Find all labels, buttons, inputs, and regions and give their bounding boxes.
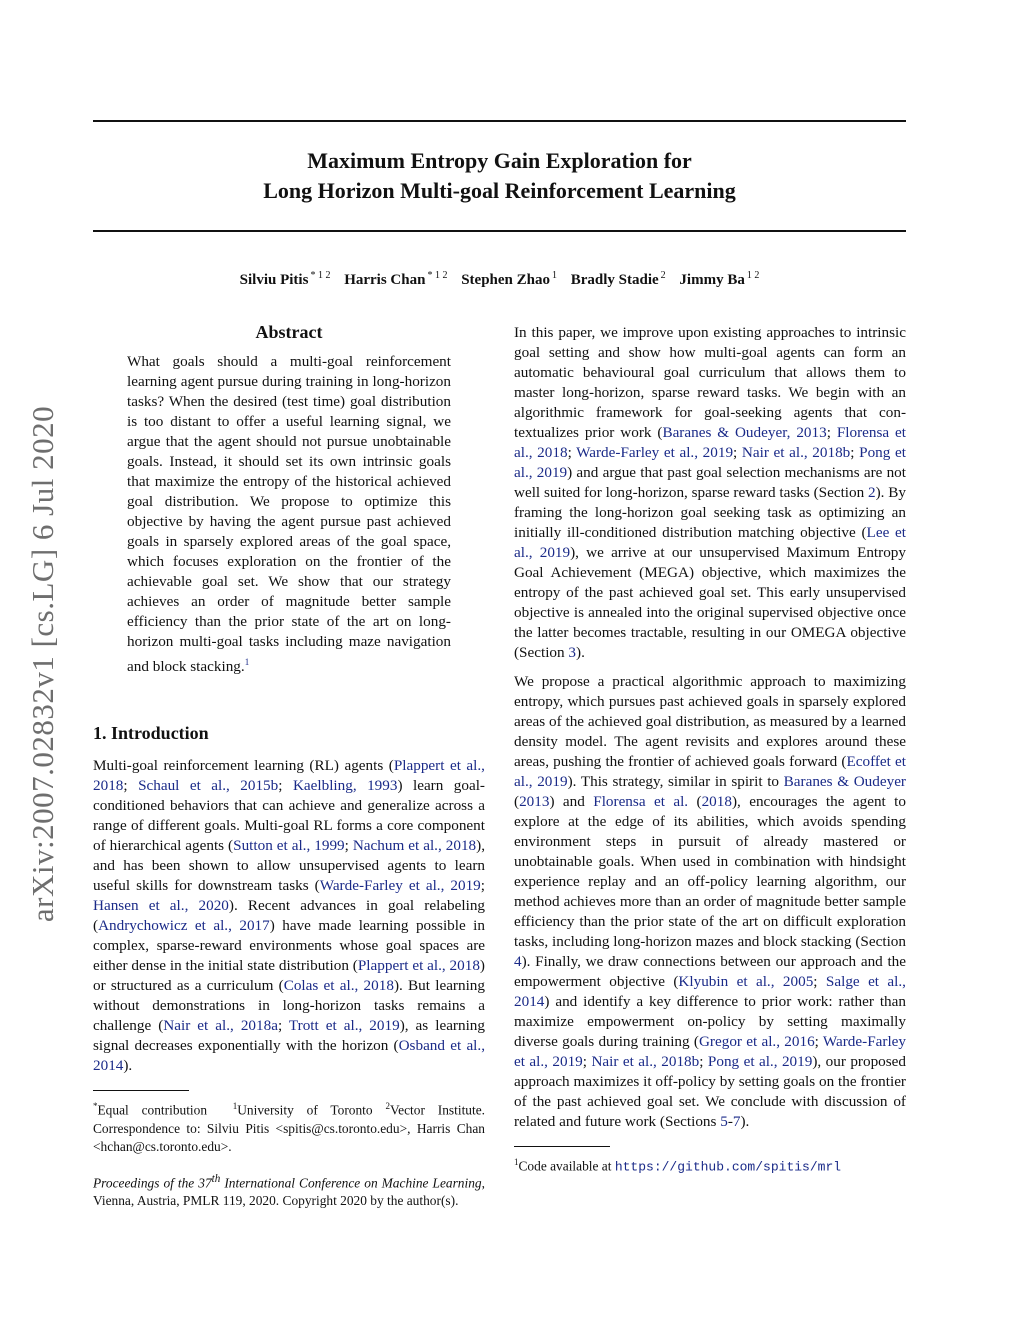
proceedings-notice: Proceedings of the 37th International Conference on Machine Learning, Vienna, Austria, PMLR 119, 2020. Copyright 2020 by the author(s). bbox=[93, 1172, 485, 1208]
citation-link[interactable]: Florensa et al., 2018 bbox=[514, 424, 907, 461]
paragraph-text: ), our proposed approach maximizes it off-policy by setting goals on the frontier of the past achieved goal set. We conclude with discussion of related and future work (Sections bbox=[514, 1053, 906, 1130]
paragraph-text: - bbox=[727, 1113, 733, 1130]
author: Silviu Pitis $^{* 1 2}$ bbox=[239, 270, 331, 288]
right-column bbox=[514, 323, 906, 1176]
body-paragraph bbox=[514, 323, 906, 663]
paragraph-text: ) and identify a key difference to prior work: rather than maximize empowerment on-policy by setting maximally diverse goals during training ( bbox=[514, 993, 906, 1050]
code-link[interactable]: https://github.com/spitis/mrl bbox=[614, 1159, 842, 1175]
citation-link[interactable]: Kaelbling, 1993 bbox=[292, 777, 398, 795]
author: Harris Chan $^{* 1 2}$ bbox=[344, 270, 448, 288]
paragraph-text: ), and has been shown to allow unsupervised agents to learn useful skills for downstream tasks ( bbox=[93, 837, 485, 895]
paragraph-text: ; bbox=[582, 1053, 592, 1070]
citation-link[interactable]: Baranes & Oudeyer bbox=[783, 773, 906, 790]
paragraph-text: ) and argue that past goal selection mechanisms are not well suited for long-horizon, sparse reward tasks (Section bbox=[514, 464, 906, 501]
citation-link[interactable]: Plappert et al., 2018 bbox=[357, 957, 480, 975]
top-rule bbox=[93, 120, 906, 122]
citation-link[interactable]: Hansen et al., 2020 bbox=[93, 897, 229, 915]
citation-link[interactable]: Nair et al., 2018a bbox=[163, 1017, 278, 1035]
paragraph-text: ) learn goal-conditioned behaviors that can achieve and generalize across a range of different goals. Multi-goal RL forms a core component of hierarchical agents ( bbox=[93, 777, 485, 855]
footnote-rule bbox=[93, 1090, 189, 1091]
citation-link[interactable]: Warde-Farley et al., 2019 bbox=[514, 1033, 906, 1070]
affiliation-footnote: *Equal contribution $^1$University of Toronto $^2$Vector Institute. Correspondence to: Silviu Pitis <spitis@cs.toronto.edu>, Harris Chan <hchan@cs.toronto.edu>. bbox=[93, 1101, 485, 1154]
paragraph-text: ; bbox=[813, 973, 826, 990]
citation-link[interactable]: 2013 bbox=[519, 793, 550, 810]
paragraph-text: ( bbox=[514, 793, 520, 810]
paragraph-text: ; bbox=[850, 444, 860, 461]
paragraph-text: ) or structured as a curriculum ( bbox=[93, 957, 485, 995]
citation-link[interactable]: Osband et al., 2014 bbox=[93, 1037, 485, 1075]
citation-link[interactable]: Nachum et al., 2018 bbox=[352, 837, 477, 855]
citation-link[interactable]: 3 bbox=[568, 644, 577, 661]
citation-link[interactable]: Pong et al., 2019 bbox=[514, 444, 906, 481]
citation-link[interactable]: Lee et al., 2019 bbox=[514, 524, 906, 561]
author: Bradly Stadie $^2$ bbox=[570, 270, 666, 288]
citation-link[interactable]: 2 bbox=[868, 484, 876, 501]
citation-link[interactable]: Klyubin et al., 2005 bbox=[678, 973, 814, 990]
left-column bbox=[93, 320, 485, 1210]
paragraph-text: ), as learning signal decreases exponentially with the horizon ( bbox=[93, 1017, 485, 1055]
paragraph-text: ). bbox=[740, 1113, 750, 1130]
citation-link[interactable]: 7 bbox=[732, 1113, 741, 1130]
paragraph-text: ; bbox=[123, 777, 139, 795]
section-heading-introduction: 1. Introduction bbox=[93, 723, 209, 744]
paragraph-text: ). By framing the long-horizon goal seeking task as optimizing an initially ill-conditioned distribution matching objective ( bbox=[514, 484, 907, 541]
paragraph-text: ; bbox=[567, 444, 577, 461]
code-footnote: $^1$Code available at https://github.com/spitis/mrl bbox=[514, 1157, 842, 1175]
arxiv-identifier: arXiv:2007.02832v1 [cs.LG] 6 Jul 2020 bbox=[25, 405, 60, 923]
abstract-text: What goals should a multi-goal reinforcement learning agent pursue during training in long-horizon tasks? When the desired (test time) goal distribution is too distant to offer a useful learning signal, we argue that the agent should not pursue unobtainable goals. Instead, it should set its own intrinsic goals that maximize the entropy of the historical achieved goal distribution. We propose to optimize this objective by having the agent pursue past achieved goals in sparsely explored areas of the goal space, which focuses exploration on the frontier of the achievable goal set. We show that our strategy achieves an order of magnitude better sample efficiency than the prior state of the art on long-horizon multi-goal tasks including maze navigation and block stacking.$^1$ bbox=[127, 353, 451, 676]
citation-link[interactable]: Ecoffet et al., 2019 bbox=[514, 753, 907, 790]
author: Jimmy Ba $^{1 2}$ bbox=[679, 270, 760, 288]
citation-link[interactable]: Nair et al., 2018b bbox=[741, 444, 851, 461]
author: Stephen Zhao $^1$ bbox=[461, 270, 557, 288]
citation-link[interactable]: 2018 bbox=[701, 793, 732, 810]
paragraph-text: ). Recent advances in goal relabeling ( bbox=[93, 897, 486, 935]
citation-link[interactable]: Baranes & Oudeyer, 2013 bbox=[662, 424, 827, 441]
citation-link[interactable]: Andrychowicz et al., 2017 bbox=[98, 917, 270, 935]
paragraph-text: ) and bbox=[549, 793, 594, 810]
citation-link[interactable]: Colas et al., 2018 bbox=[283, 977, 394, 995]
body-paragraph bbox=[514, 672, 906, 1132]
paragraph-text: ; bbox=[733, 444, 742, 461]
paragraph-text: We propose a practical algorithmic approach to maximizing entropy, which pursues past achieved goals in sparsely explored areas of the achieved goal distribution, as measured by a learned density model. The agent revisits and explores around these areas, pushing the frontier of achieved goals forward ( bbox=[514, 673, 906, 770]
citation-link[interactable]: Trott et al., 2019 bbox=[288, 1017, 400, 1035]
bottom-rule bbox=[93, 230, 906, 232]
paper-title-line-2: Long Horizon Multi-goal Reinforcement Learning bbox=[263, 178, 736, 203]
citation-link[interactable]: Gregor et al., 2016 bbox=[698, 1033, 815, 1050]
paragraph-text: ( bbox=[688, 793, 702, 810]
paragraph-text: ; bbox=[344, 837, 353, 855]
paragraph-text: ; bbox=[699, 1053, 708, 1070]
paragraph-text: ). But learning without demonstrations in long-horizon tasks remains a challenge ( bbox=[93, 977, 485, 1035]
paragraph-text: In this paper, we improve upon existing approaches to intrinsic goal setting and show how multi-goal agents can form an automatic behavioural goal curriculum that allows them to master long-horizon, sparse reward tasks. We begin with an algorithmic framework for goal-seeking agents that contextualizes prior work ( bbox=[514, 324, 906, 441]
paragraph-text: ). bbox=[576, 644, 585, 661]
citation-link[interactable]: Nair et al., 2018b bbox=[591, 1053, 700, 1070]
citation-link[interactable]: 4 bbox=[514, 953, 522, 970]
paragraph-text: ). bbox=[123, 1057, 133, 1075]
paragraph-text: ; bbox=[814, 1033, 823, 1050]
citation-link[interactable]: 5 bbox=[720, 1113, 728, 1130]
citation-link[interactable]: Sutton et al., 1999 bbox=[233, 837, 345, 855]
citation-link[interactable]: Salge et al., 2014 bbox=[514, 973, 906, 1010]
paragraph-text: ) have made learning possible in complex, sparse-reward environments whose goal spaces are either dense in the initial state distribution ( bbox=[93, 917, 485, 975]
paragraph-text: ), encourages the agent to explore at the edge of its abilities, which avoids spending environment steps in pursuit of already mastered or unobtainable goals. When used in combination with hindsight experience replay and an off-policy learning algorithm, our method achieves more than an order of magnitude better sample efficiency than the prior state of the art on difficult exploration tasks, including long-horizon mazes and block stacking (Section bbox=[514, 793, 906, 950]
citation-link[interactable]: Schaul et al., 2015b bbox=[138, 777, 279, 795]
paper-title-line-1: Maximum Entropy Gain Exploration for bbox=[307, 148, 692, 173]
author-list bbox=[93, 266, 906, 290]
paragraph-text: ; bbox=[278, 777, 293, 795]
footnote-ref[interactable]: 1 bbox=[244, 657, 250, 667]
citation-link[interactable]: Pong et al., 2019 bbox=[707, 1053, 813, 1070]
paragraph-text: ), we arrive at our unsupervised Maximum Entropy Goal Achievement (MEGA) objective, which maximizes the entropy of the past achieved goal set. This early unsupervised objective is annealed into the original supervised objective once the latter becomes tractable, resulting in our OMEGA objective (Section bbox=[514, 544, 906, 661]
citation-link[interactable]: Plappert et al., 2018 bbox=[93, 757, 485, 795]
paragraph-text: ; bbox=[826, 424, 837, 441]
citation-link[interactable]: Warde-Farley et al., 2019 bbox=[576, 444, 734, 461]
citation-link[interactable]: Florensa et al. bbox=[593, 793, 689, 810]
intro-paragraph bbox=[93, 756, 485, 1076]
abstract-heading: Abstract bbox=[255, 322, 323, 342]
paragraph-text: ; bbox=[480, 877, 486, 895]
paragraph-text: ). This strategy, similar in spirit to bbox=[567, 773, 784, 790]
paragraph-text: ; bbox=[277, 1017, 289, 1035]
citation-link[interactable]: Warde-Farley et al., 2019 bbox=[319, 877, 481, 895]
footnote-rule bbox=[514, 1146, 610, 1147]
paragraph-text: ). Finally, we draw connections between our approach and the empowerment objective ( bbox=[514, 953, 906, 990]
paragraph-text: Multi-goal reinforcement learning (RL) agents ( bbox=[93, 757, 394, 775]
